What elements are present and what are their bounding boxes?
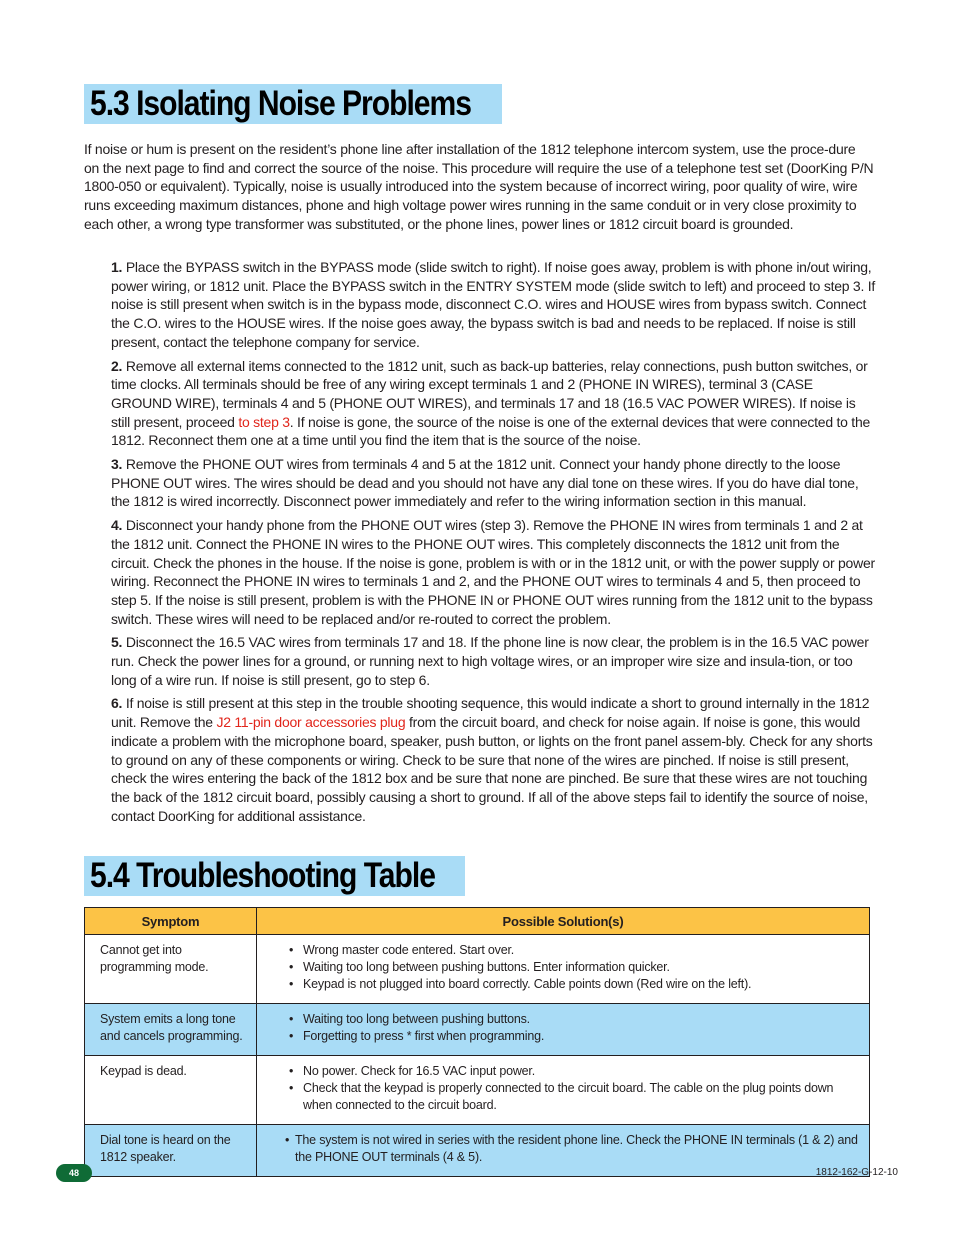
solution-item: • Waiting too long between pushing buttons. Enter information quicker. — [289, 959, 861, 976]
step-text: Disconnect your handy phone from the PHONE OUT wires (step 3). Remove the PHONE IN wires from terminals 1 and 2 at the 1812 unit. Connect the PHONE IN wires to the PHONE OUT wires. This completely disconnects the 1812 unit from the circuit. Check the phones in the house. If the noise is gone, problem is with or in the 1812 unit, or with the power supply or power wiring. Reconnect the PHONE IN wires to terminals 1 and 2, and the PHONE OUT wires to terminals 4 and 5, then proceed to step 5. If the noise is still present, problem is with the PHONE IN or PHONE OUT wires running from the 1812 unit to the bypass switch. These wires will need to be replaced and/or re-routed to correct the problem. — [111, 517, 875, 627]
step-text: Disconnect the 16.5 VAC wires from terminals 17 and 18. If the phone line is now clear, the problem is in the 16.5 VAC power run. Check the power lines for a ground, or running next to high voltage wires, or an improper wire size and insula-tion, or too long of a wire run. If noise is still present, go to step 6. — [111, 634, 869, 688]
section-heading-5-4 — [84, 856, 465, 896]
symptom-cell: System emits a long tone and cancels programming. — [85, 1004, 257, 1056]
table-row — [85, 935, 870, 1004]
section-heading-5-3 — [84, 84, 502, 124]
j2-plug-link[interactable]: J2 11-pin door accessories plug — [216, 714, 406, 731]
step-number: 3. — [111, 456, 123, 473]
section-title: 5.3 Isolating Noise Problems — [90, 84, 471, 123]
solution-item: • Check that the keypad is properly connected to the circuit board. The cable on the plug points down when connected to the circuit board. — [289, 1080, 861, 1114]
symptom-cell: Keypad is dead. — [85, 1056, 257, 1125]
step-2 — [111, 357, 875, 451]
step-text: Place the BYPASS switch in the BYPASS mode (slide switch to right). If noise goes away, problem is with phone in/out wiring, power wiring, or 1812 unit. Place the BYPASS switch in the ENTRY SYSTEM mode (slide switch to left) and proceed to step 3. If noise is still present when switch is in the bypass mode, disconnect C.O. wires and HOUSE wires from bypass switch. Connect the C.O. wires to the HOUSE wires. If the noise goes away, the bypass switch is bad and needs to be replaced. If noise is still present, contact the telephone company for service. — [111, 259, 876, 350]
intro-paragraph — [84, 140, 874, 234]
step-number: 5. — [111, 634, 123, 651]
document-id: 1812-162-G-12-10 — [815, 1167, 898, 1178]
table-row — [85, 1125, 870, 1177]
step-number: 1. — [111, 259, 123, 275]
intro-text: If noise or hum is present on the resident’s phone line after installation of the 1812 telephone intercom system, use the proce-dure on the next page to find and correct the source of the noise. This procedure will require the use of a telephone test set (DoorKing P/N 1800-050 or equivalent). Typically, noise is usually introduced into the system because of incorrect wiring, poor quality of wire, wire runs exceeding maximum distances, phone and high voltage power wires running in the same conduit or in very close proximity to each other, a wrong type transformer was substituted, or the phone lines, power lines or 1812 circuit board is grounded. — [84, 141, 874, 232]
step-6 — [111, 694, 875, 825]
step-1 — [111, 258, 875, 352]
page-number-badge: 48 — [56, 1164, 92, 1182]
solution-item: • Waiting too long between pushing buttons. — [289, 1011, 861, 1028]
step-4 — [111, 516, 875, 628]
solution-cell — [257, 1056, 870, 1125]
symptom-cell: Dial tone is heard on the 1812 speaker. — [85, 1125, 257, 1177]
symptom-cell: Cannot get into programming mode. — [85, 935, 257, 1004]
step-text: . If noise is gone, the source of the noise is one of the external devices that were connected to the 1812. Reconnect them one at a time until you find the item that is the source of the noise. — [111, 413, 871, 449]
solution-item: • Forgetting to press * first when programming. — [289, 1028, 861, 1045]
troubleshooting-table — [84, 907, 870, 1177]
step-number: 6. — [111, 695, 123, 712]
step-number: 4. — [111, 517, 123, 534]
procedure-steps — [111, 258, 875, 830]
step-text: Remove the PHONE OUT wires from terminals 4 and 5 at the 1812 unit. Connect your handy phone directly to the loose PHONE OUT wires. The wires should be dead and you should not have any dial tone on these wires. If you do have dial tone, the 1812 is wired incorrectly. Disconnect power immediately and refer to the wiring information section in this manual. — [111, 456, 859, 510]
solution-cell — [257, 1004, 870, 1056]
step-number: 2. — [111, 357, 123, 374]
table-row — [85, 1004, 870, 1056]
solution-item: • Keypad is not plugged into board correctly. Cable points down (Red wire on the left). — [289, 976, 861, 993]
table-header-row — [85, 908, 870, 935]
solution-cell — [257, 1125, 870, 1177]
step-text: If noise is still present at this step in the trouble shooting sequence, this would indicate a short to ground internally in the 1812 unit. Remove the — [111, 695, 870, 731]
table-row — [85, 1056, 870, 1125]
column-header-symptom: Symptom — [85, 908, 257, 935]
step-text: Remove all external items connected to the 1812 unit, such as back-up batteries, relay connections, push button switches, or time clocks. All terminals should be free of any wiring except terminals 1 and 2 (PHONE IN WIRES), terminal 3 (CASE GROUND WIRE), terminals 4 and 5 (PHONE OUT WIRES), and terminals 17 and 18 (16.5 VAC POWER WIRES). If noise is still present, proceed — [111, 357, 868, 430]
solution-item: • Wrong master code entered. Start over. — [289, 942, 861, 959]
solution-item: • The system is not wired in series with the resident phone line. Check the PHONE IN terminals (1 & 2) and the PHONE OUT terminals (4 & 5). — [285, 1132, 861, 1166]
step-3-link[interactable]: to step 3 — [238, 413, 290, 430]
solution-cell — [257, 935, 870, 1004]
step-text: from the circuit board, and check for noise again. If noise is gone, this would indicate a problem with the microphone board, speaker, push button, or lights on the front panel assem-bly. Check for any shorts to ground on any of these components or wiring. Check to be sure that none of the wires are pinched. If noise is still present, check the wires entering the back of the 1812 box and be sure that none are pinched. Be sure that these wires are not touching the back of the 1812 circuit board, possibly causing a short to ground. If all of the above steps fail to identify the source of noise, contact DoorKing for additional assistance. — [111, 714, 873, 824]
solution-item: • No power. Check for 16.5 VAC input power. — [289, 1063, 861, 1080]
section-title: 5.4 Troubleshooting Table — [90, 856, 435, 895]
step-3 — [111, 455, 875, 511]
column-header-solutions: Possible Solution(s) — [257, 908, 870, 935]
step-5 — [111, 633, 875, 689]
